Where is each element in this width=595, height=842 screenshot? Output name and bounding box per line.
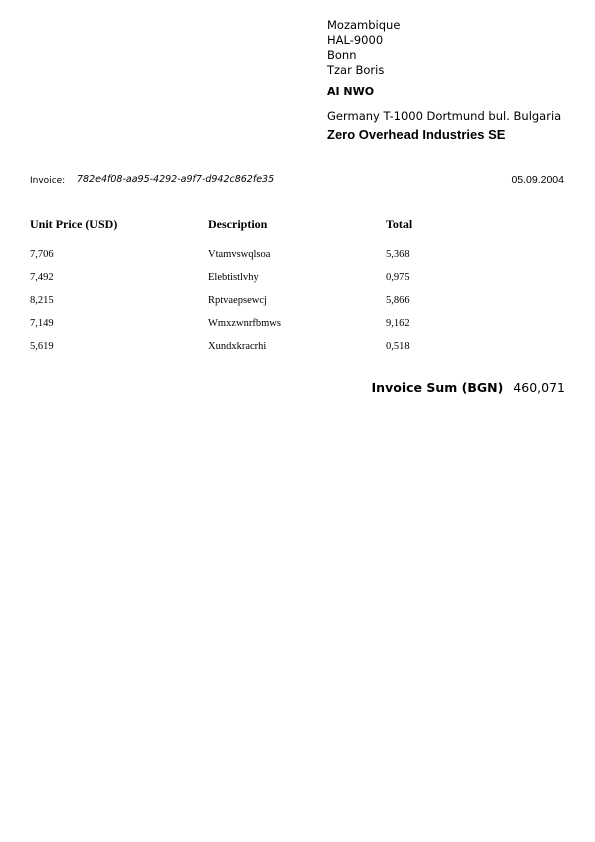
cell-description: Rptvaepsewcj [208, 295, 267, 306]
cell-unit-price: 8,215 [30, 295, 54, 306]
company-name: Zero Overhead Industries SE [327, 127, 506, 142]
invoice-sum-label: Invoice Sum (BGN) [371, 380, 504, 395]
invoice-label: Invoice: [30, 176, 66, 186]
sender-line: Bonn [327, 48, 357, 62]
cell-description: Vtamvswqlsoa [208, 249, 271, 260]
cell-description: Xundxkracrhi [208, 341, 267, 352]
invoice-id: 782e4f08-aa95-4292-a9f7-d942c862fe35 [77, 174, 275, 185]
invoice-date: 05.09.2004 [511, 174, 564, 186]
cell-total: 0,975 [386, 272, 410, 283]
invoice-sum [372, 380, 565, 395]
cell-description: Wmxzwnrfbmws [208, 318, 281, 329]
sender-code: AI NWO [327, 85, 375, 98]
sender-line: HAL-9000 [327, 33, 384, 47]
cell-unit-price: 7,492 [30, 272, 54, 283]
column-header-unit-price: Unit Price (USD) [30, 217, 118, 231]
sender-line: Mozambique [327, 18, 401, 32]
column-header-description: Description [208, 217, 268, 231]
column-header-total: Total [386, 217, 413, 231]
cell-unit-price: 7,149 [30, 318, 54, 329]
sender-line: Tzar Boris [327, 63, 385, 77]
invoice-sum-value: 460,071 [513, 380, 565, 395]
cell-total: 5,866 [386, 295, 410, 306]
cell-total: 9,162 [386, 318, 410, 329]
cell-total: 0,518 [386, 341, 410, 352]
cell-unit-price: 7,706 [30, 249, 54, 260]
cell-unit-price: 5,619 [30, 341, 54, 352]
cell-total: 5,368 [386, 249, 410, 260]
sender-address: Germany T-1000 Dortmund bul. Bulgaria [327, 109, 562, 123]
cell-description: Elebtistlvhy [208, 272, 259, 283]
